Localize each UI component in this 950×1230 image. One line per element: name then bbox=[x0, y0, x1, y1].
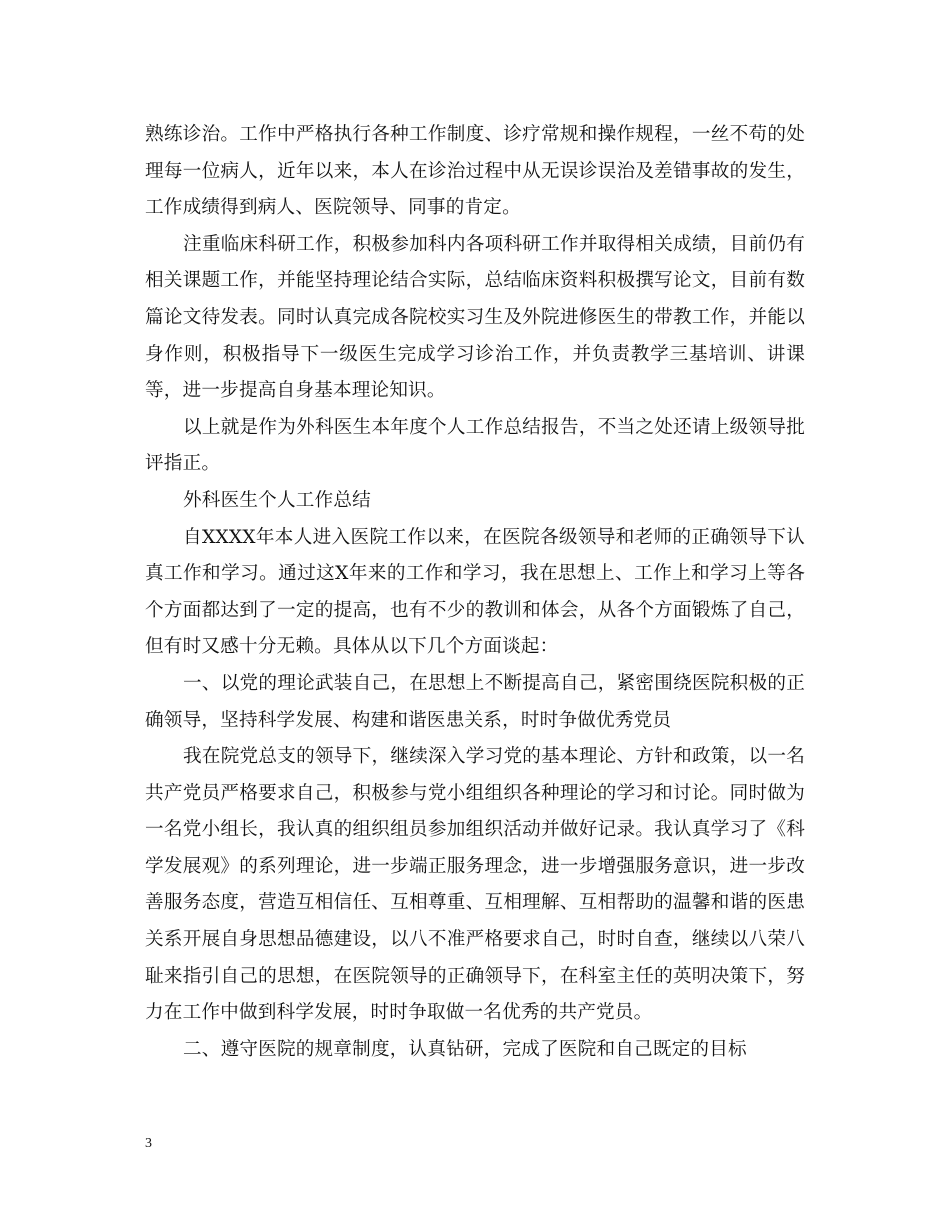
heading-2: 二、遵守医院的规章制度，认真钻研，完成了医院和自己既定的目标 bbox=[183, 1038, 747, 1060]
heading-1: 一、以党的理论武装自己，在思想上不断提高自己，紧密围绕医院积极的正确领导，坚持科学发展、构建和谐医患关系，时时争做优秀党员 bbox=[145, 672, 805, 731]
paragraph-2: 注重临床科研工作，积极参加科内各项科研工作并取得相关成绩，目前仍有相关课题工作，并能坚持理论结合实际，总结临床资料积极撰写论文，目前有数篇论文待发表。同时认真完成各院校实习生及外院进修医生的带教工作，并能以身作则，积极指导下一级医生完成学习诊治工作，并负责教学三基培训、讲课等，进一步提高自身基本理论知识。 bbox=[145, 233, 805, 402]
paragraph-1: 熟练诊治。工作中严格执行各种工作制度、诊疗常规和操作规程，一丝不苟的处理每一位病人，近年以来，本人在诊治过程中从无误诊误治及差错事故的发生，工作成绩得到病人、医院领导、同事的肯定。 bbox=[145, 124, 805, 219]
paragraph-7: 我在院党总支的领导下，继续深入学习党的基本理论、方针和政策，以一名共产党员严格要求自己，积极参与党小组组织各种理论的学习和讨论。同时做为一名党小组长，我认真的组织组员参加组织活动并做好记录。我认真学习了《科学发展观》的系列理论，进一步端正服务理念，进一步增强服务意识，进一步改善服务态度，营造互相信任、互相尊重、互相理解、互相帮助的温馨和谐的医患关系开展自身思想品德建设，以八不准严格要求自己，时时自查，继续以八荣八耻来指引自己的思想，在医院领导的正确领导下，在科室主任的英明决策下，努力在工作中做到科学发展，时时争取做一名优秀的共产党员。 bbox=[145, 746, 805, 1024]
page-number: 3 bbox=[145, 1136, 152, 1151]
document-body bbox=[145, 117, 805, 1068]
paragraph-3: 以上就是作为外科医生本年度个人工作总结报告，不当之处还请上级领导批评指正。 bbox=[145, 416, 805, 475]
paragraph-5: 自XXXX年本人进入医院工作以来，在医院各级领导和老师的正确领导下认真工作和学习。通过这X年来的工作和学习，我在思想上、工作上和学习上等各个方面都达到了一定的提高，也有不少的教训和体会，从各个方面锻炼了自己，但有时又感十分无赖。具体从以下几个方面谈起： bbox=[145, 526, 805, 658]
section-title: 外科医生个人工作总结 bbox=[183, 489, 371, 511]
